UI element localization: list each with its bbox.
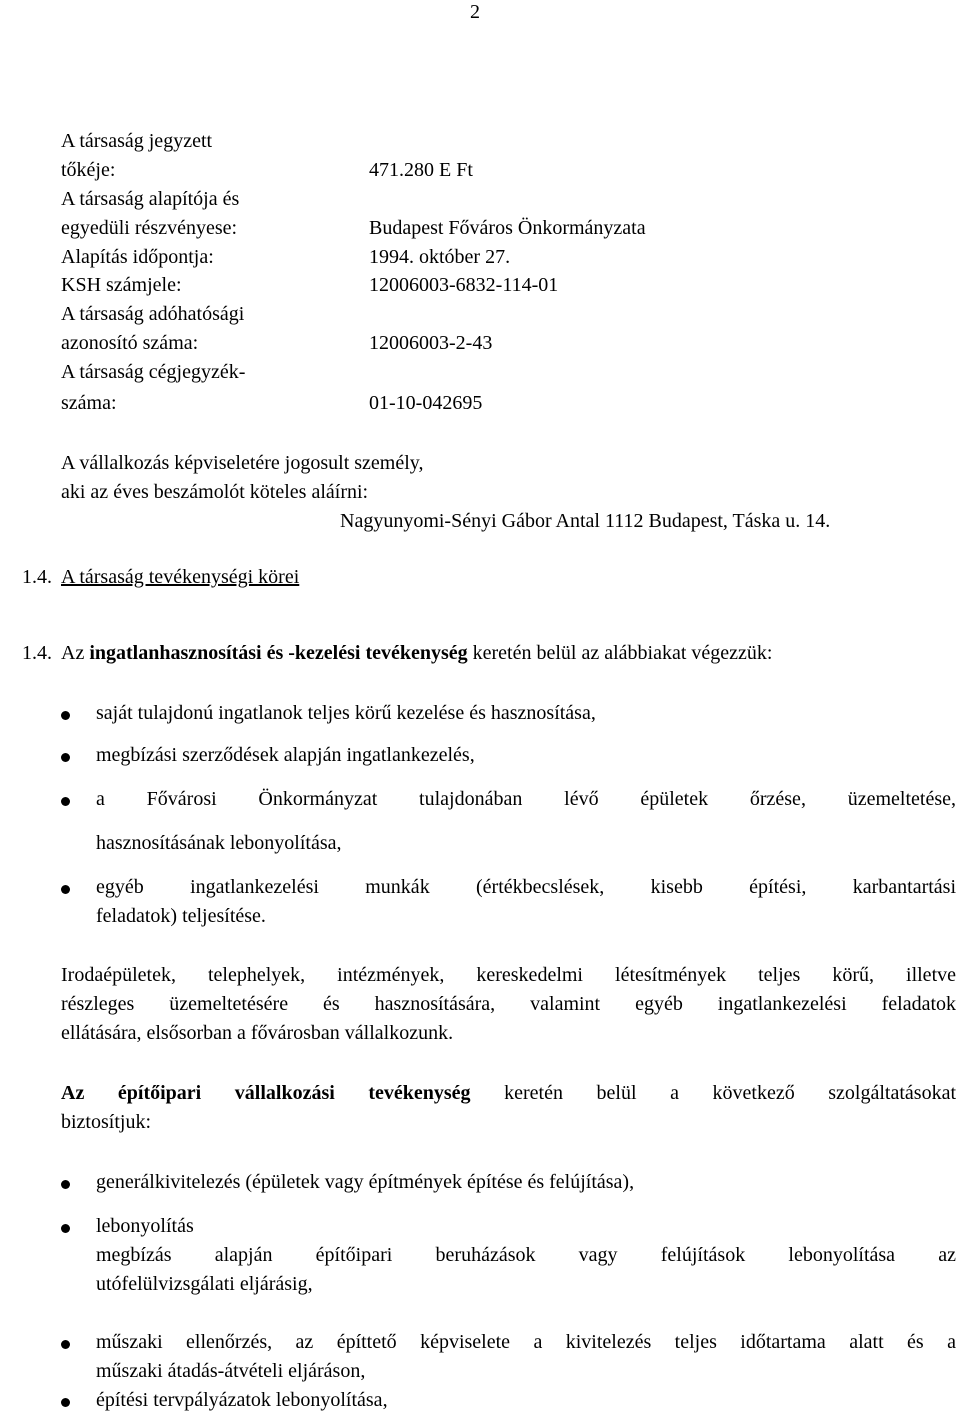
bullet-item: saját tulajdonú ingatlanok teljes körű kezelése és hasznosítása, [96, 702, 596, 724]
representative-line1: A vállalkozás képviseletére jogosult személy, [61, 452, 424, 474]
info-value: 01-10-042695 [369, 392, 483, 414]
construction-intro-bold: Az építőipari vállalkozási tevékenység [61, 1082, 471, 1104]
bullet-item: a Fővárosi Önkormányzat tulajdonában lévő épületek őrzése, üzemeltetése, [96, 788, 956, 810]
bullet-item-continuation: utófelülvizsgálati eljárásig, [96, 1273, 313, 1295]
info-value: 471.280 E Ft [369, 159, 473, 181]
bullet-dot [61, 885, 70, 894]
info-label-line1: A társaság jegyzett [61, 130, 213, 152]
construction-intro-line2: biztosítjuk: [61, 1111, 151, 1133]
paragraph-line: részleges üzemeltetésére és hasznosítására, valamint egyéb ingatlankezelési feladatok [61, 993, 956, 1015]
representative-line2: aki az éves beszámolót köteles aláírni: [61, 481, 369, 503]
bullet-item-continuation: hasznosításának lebonyolítása, [96, 832, 342, 854]
bullet-item: lebonyolítás [96, 1215, 194, 1237]
bullet-dot [61, 711, 70, 720]
info-value: 1994. október 27. [369, 246, 511, 268]
info-label-line2: tőkéje: [61, 159, 116, 181]
bullet-dot [61, 797, 70, 806]
bullet-item-continuation: feladatok) teljesítése. [96, 905, 266, 927]
bullet-item: műszaki ellenőrzés, az építtető képviselete a kivitelezés teljes időtartama alatt és a [96, 1331, 956, 1353]
info-value: Budapest Főváros Önkormányzata [369, 217, 646, 239]
section-number: 1.4. [22, 566, 52, 588]
info-label-line2: azonosító száma: [61, 332, 199, 354]
bullet-dot [61, 1340, 70, 1349]
info-value: 12006003-2-43 [369, 332, 493, 354]
info-label-line2: száma: [61, 392, 117, 414]
bullet-item-continuation: megbízás alapján építőipari beruházások vagy felújítások lebonyolítása az [96, 1244, 956, 1266]
bullet-dot [61, 753, 70, 762]
page-number: 2 [470, 1, 480, 23]
info-label-line1: A társaság adóhatósági [61, 303, 245, 325]
construction-intro [61, 1081, 956, 1105]
info-label-line2: Alapítás időpontja: [61, 246, 214, 268]
info-label-line2: egyedüli részvényese: [61, 217, 238, 239]
info-label-line1: A társaság alapítója és [61, 188, 240, 210]
construction-intro-post: keretén belül a következő szolgáltatásokat [504, 1082, 956, 1104]
bullet-item: egyéb ingatlankezelési munkák (értékbecslések, kisebb építési, karbantartási [96, 876, 956, 898]
bullet-item: építési tervpályázatok lebonyolítása, [96, 1389, 388, 1411]
paragraph-line: ellátására, elsősorban a fővárosban vállalkozunk. [61, 1022, 454, 1044]
bullet-dot [61, 1180, 70, 1189]
info-label-line1: A társaság cégjegyzék- [61, 361, 246, 383]
paragraph-line: Irodaépületek, telephelyek, intézmények, kereskedelmi létesítmények teljes körű, illetve [61, 964, 956, 986]
subsection-number: 1.4. [22, 642, 52, 664]
bullet-item: generálkivitelezés (épületek vagy építmények építése és felújítása), [96, 1171, 635, 1193]
representative-name: Nagyunyomi-Sényi Gábor Antal 1112 Budapest, Táska u. 14. [340, 510, 831, 532]
intro-post: keretén belül az alábbiakat végezzük: [472, 642, 773, 664]
intro-bold: ingatlanhasznosítási és -kezelési tevékenység [89, 642, 468, 664]
info-value: 12006003-6832-114-01 [369, 274, 559, 296]
bullet-dot [61, 1224, 70, 1233]
real-estate-intro [61, 641, 772, 665]
section-title: A társaság tevékenységi körei [61, 566, 300, 588]
info-label-line2: KSH számjele: [61, 274, 182, 296]
bullet-dot [61, 1398, 70, 1407]
bullet-item-continuation: műszaki átadás-átvételi eljáráson, [96, 1360, 366, 1382]
intro-pre: Az [61, 642, 85, 664]
bullet-item: megbízási szerződések alapján ingatlankezelés, [96, 744, 475, 766]
